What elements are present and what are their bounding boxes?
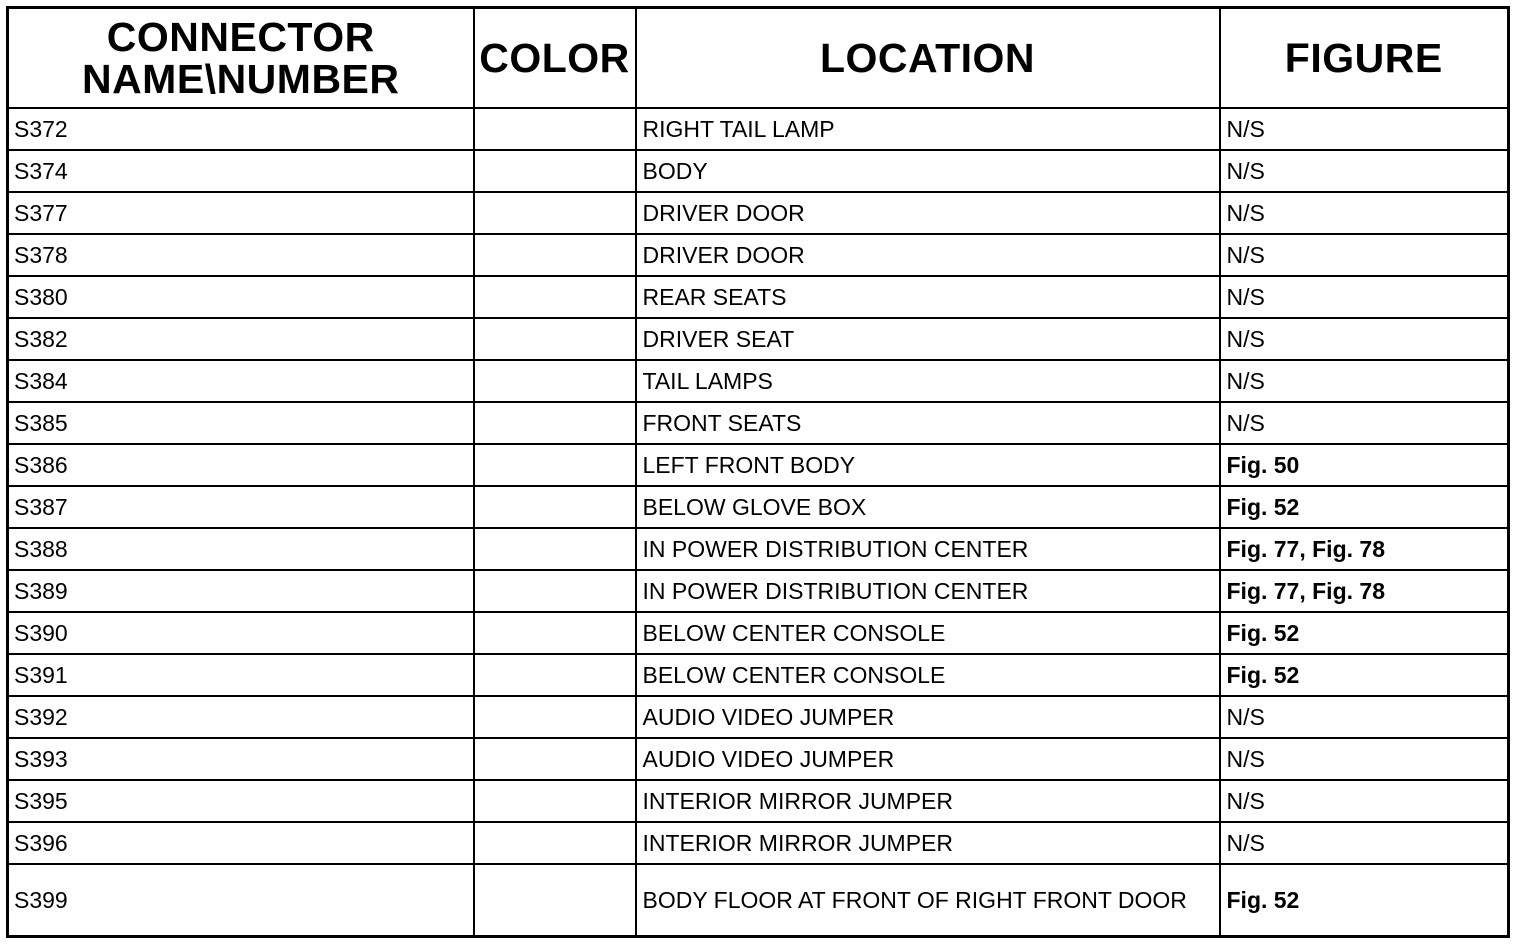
cell-location: RIGHT TAIL LAMP: [636, 108, 1220, 150]
cell-figure: N/S: [1220, 108, 1509, 150]
table-row: [8, 738, 1509, 780]
cell-figure: Fig. 52: [1220, 864, 1509, 937]
cell-color: [474, 612, 636, 654]
cell-color: [474, 696, 636, 738]
cell-location: BELOW GLOVE BOX: [636, 486, 1220, 528]
cell-connector: S385: [8, 402, 474, 444]
cell-color: [474, 780, 636, 822]
cell-color: [474, 738, 636, 780]
cell-color: [474, 318, 636, 360]
table-row: [8, 276, 1509, 318]
connector-table: [6, 6, 1510, 938]
cell-figure: N/S: [1220, 822, 1509, 864]
header-location: LOCATION: [636, 8, 1220, 109]
cell-location: BELOW CENTER CONSOLE: [636, 612, 1220, 654]
cell-color: [474, 570, 636, 612]
cell-connector: S382: [8, 318, 474, 360]
cell-color: [474, 528, 636, 570]
cell-figure: Fig. 77, Fig. 78: [1220, 570, 1509, 612]
cell-connector: S386: [8, 444, 474, 486]
table-row: [8, 192, 1509, 234]
cell-location: DRIVER SEAT: [636, 318, 1220, 360]
cell-figure: N/S: [1220, 360, 1509, 402]
cell-connector: S390: [8, 612, 474, 654]
cell-figure: N/S: [1220, 276, 1509, 318]
cell-figure: N/S: [1220, 738, 1509, 780]
table-body: [8, 108, 1509, 937]
cell-color: [474, 486, 636, 528]
table-row: [8, 360, 1509, 402]
cell-connector: S372: [8, 108, 474, 150]
cell-figure: Fig. 52: [1220, 612, 1509, 654]
cell-connector: S399: [8, 864, 474, 937]
cell-connector: S395: [8, 780, 474, 822]
cell-connector: S392: [8, 696, 474, 738]
cell-location: IN POWER DISTRIBUTION CENTER: [636, 570, 1220, 612]
cell-figure: Fig. 77, Fig. 78: [1220, 528, 1509, 570]
table-row: [8, 402, 1509, 444]
cell-location: INTERIOR MIRROR JUMPER: [636, 780, 1220, 822]
cell-color: [474, 822, 636, 864]
cell-color: [474, 654, 636, 696]
cell-location: TAIL LAMPS: [636, 360, 1220, 402]
table-row: [8, 780, 1509, 822]
table-row: [8, 528, 1509, 570]
cell-color: [474, 192, 636, 234]
cell-connector: S377: [8, 192, 474, 234]
table-row: [8, 318, 1509, 360]
cell-connector: S384: [8, 360, 474, 402]
table-row: [8, 864, 1509, 937]
cell-location: AUDIO VIDEO JUMPER: [636, 696, 1220, 738]
header-connector-line1: CONNECTOR: [106, 14, 375, 60]
table-row: [8, 486, 1509, 528]
cell-connector: S374: [8, 150, 474, 192]
table-row: [8, 234, 1509, 276]
header-row: [8, 8, 1509, 109]
header-connector: [8, 8, 474, 109]
cell-location: DRIVER DOOR: [636, 192, 1220, 234]
cell-location: INTERIOR MIRROR JUMPER: [636, 822, 1220, 864]
table-row: [8, 108, 1509, 150]
cell-location: FRONT SEATS: [636, 402, 1220, 444]
cell-location: REAR SEATS: [636, 276, 1220, 318]
cell-connector: S388: [8, 528, 474, 570]
cell-location: LEFT FRONT BODY: [636, 444, 1220, 486]
table-row: [8, 444, 1509, 486]
cell-figure: N/S: [1220, 150, 1509, 192]
cell-figure: Fig. 52: [1220, 486, 1509, 528]
cell-color: [474, 150, 636, 192]
cell-color: [474, 108, 636, 150]
cell-connector: S378: [8, 234, 474, 276]
cell-figure: N/S: [1220, 402, 1509, 444]
cell-figure: Fig. 52: [1220, 654, 1509, 696]
table-row: [8, 612, 1509, 654]
cell-connector: S389: [8, 570, 474, 612]
cell-connector: S380: [8, 276, 474, 318]
cell-connector: S391: [8, 654, 474, 696]
header-figure: FIGURE: [1220, 8, 1509, 109]
cell-connector: S387: [8, 486, 474, 528]
cell-color: [474, 234, 636, 276]
cell-connector: S396: [8, 822, 474, 864]
table-row: [8, 654, 1509, 696]
cell-figure: N/S: [1220, 192, 1509, 234]
table-row: [8, 150, 1509, 192]
cell-location: BODY FLOOR AT FRONT OF RIGHT FRONT DOOR: [636, 864, 1220, 937]
cell-figure: Fig. 50: [1220, 444, 1509, 486]
cell-figure: N/S: [1220, 318, 1509, 360]
cell-figure: N/S: [1220, 780, 1509, 822]
cell-color: [474, 402, 636, 444]
cell-figure: N/S: [1220, 696, 1509, 738]
cell-location: DRIVER DOOR: [636, 234, 1220, 276]
cell-figure: N/S: [1220, 234, 1509, 276]
cell-location: AUDIO VIDEO JUMPER: [636, 738, 1220, 780]
cell-location: BODY: [636, 150, 1220, 192]
cell-color: [474, 864, 636, 937]
table-row: [8, 570, 1509, 612]
cell-color: [474, 360, 636, 402]
cell-location: BELOW CENTER CONSOLE: [636, 654, 1220, 696]
cell-location: IN POWER DISTRIBUTION CENTER: [636, 528, 1220, 570]
table-row: [8, 696, 1509, 738]
header-connector-line2: NAME\NUMBER: [81, 56, 400, 102]
cell-connector: S393: [8, 738, 474, 780]
table-row: [8, 822, 1509, 864]
cell-color: [474, 444, 636, 486]
cell-color: [474, 276, 636, 318]
header-color: COLOR: [474, 8, 636, 109]
